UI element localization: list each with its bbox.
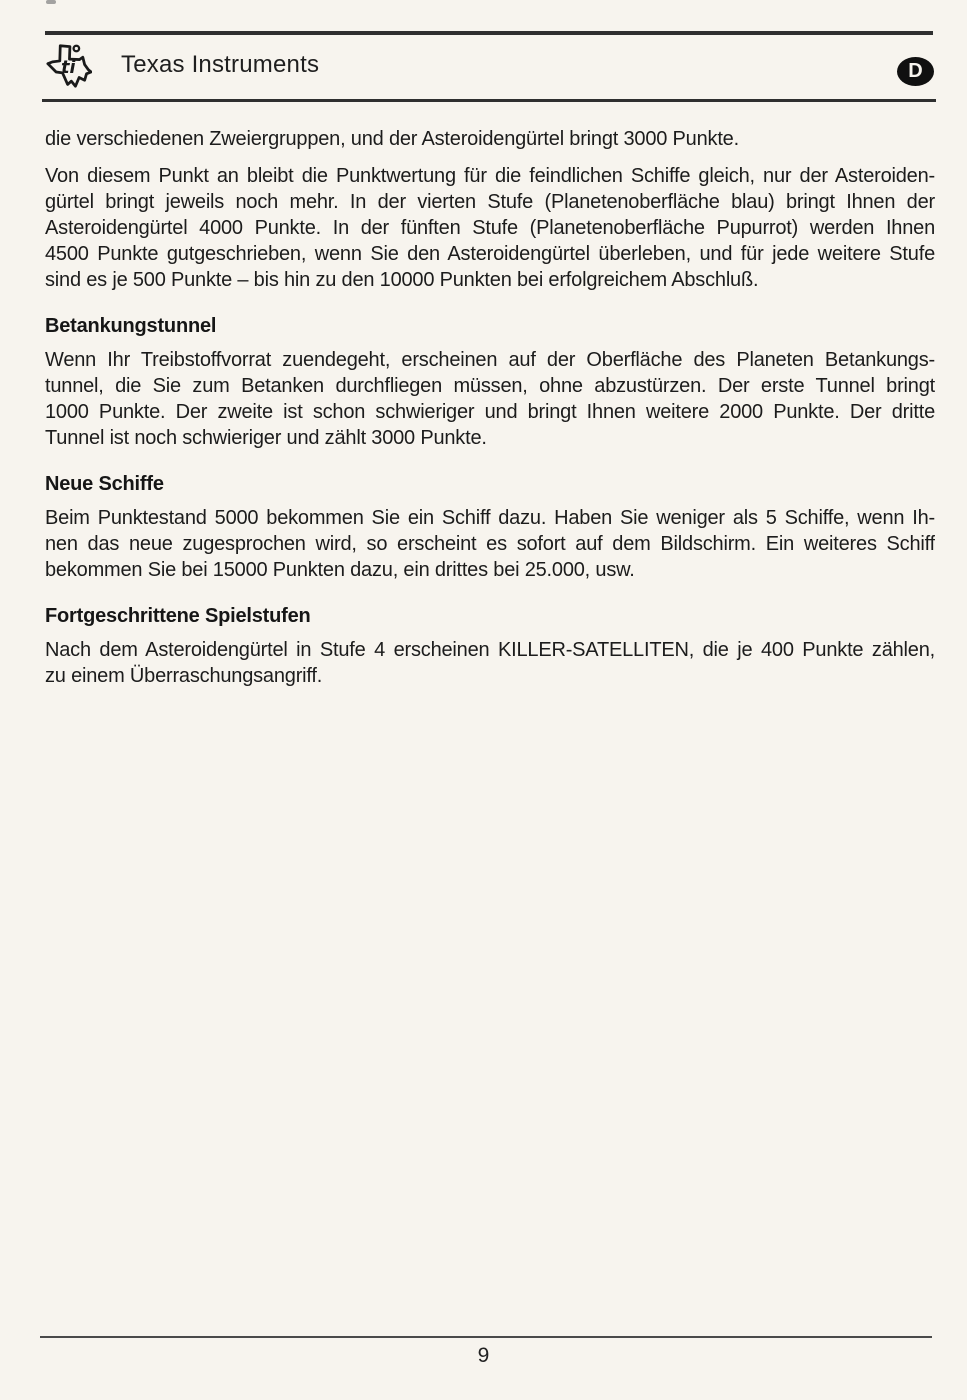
- text-line: die verschiedenen Zweiergruppen, und der Asteroidengürtel bringt 3000 Punkte.: [45, 128, 739, 150]
- text-line: tunnel, die Sie zum Betanken durchfliegen müssen, ohne abzustürzen. Der erste Tunnel bringt: [45, 375, 935, 397]
- language-badge: [897, 57, 934, 86]
- page-header: [0, 40, 967, 95]
- text-line: nen das neue zugesprochen wird, so erscheint es sofort auf dem Bildschirm. Ein weiteres Schiff: [45, 533, 935, 555]
- text-line: Beim Punktestand 5000 bekommen Sie ein Schiff dazu. Haben Sie weniger als 5 Schiffe, wenn Ih-: [45, 507, 935, 529]
- header-bottom-rule: [42, 99, 936, 102]
- text-line: 1000 Punkte. Der zweite ist schon schwieriger und bringt Ihnen weitere 2000 Punkte. Der dritte: [45, 401, 935, 423]
- page-number: 9: [477, 1344, 490, 1367]
- language-badge-letter: D: [908, 59, 923, 82]
- text-line: Tunnel ist noch schwieriger und zählt 3000 Punkte.: [45, 427, 487, 449]
- header-top-rule: [45, 31, 933, 35]
- paragraph-fortgeschrittene-spielstufen: [45, 637, 935, 689]
- footer-rule: [40, 1336, 932, 1338]
- text-line: Asteroidengürtel 4000 Punkte. In der fünften Stufe (Planetenoberfläche Pupurrot) werden Ihnen: [45, 217, 935, 239]
- paragraph-neue-schiffe: [45, 505, 935, 583]
- section-heading-fortgeschrittene-spielstufen: Fortgeschrittene Spielstufen: [45, 605, 311, 627]
- text-line: Wenn Ihr Treibstoffvorrat zuendegeht, erscheinen auf der Oberfläche des Planeten Betankungs-: [45, 349, 935, 371]
- text-line: gürtel bringt jeweils noch mehr. In der vierten Stufe (Planetenoberfläche blau) bringt Ihnen der: [45, 191, 935, 213]
- text-line: Nach dem Asteroidengürtel in Stufe 4 erscheinen KILLER-SATELLITEN, die je 400 Punkte zählen,: [45, 639, 935, 661]
- page-body: [45, 126, 935, 689]
- text-line: sind es je 500 Punkte – bis hin zu den 10000 Punkten bei erfolgreichem Abschluß.: [45, 269, 759, 291]
- paragraph-betankungstunnel: [45, 347, 935, 451]
- text-line: bekommen Sie bei 15000 Punkten dazu, ein drittes bei 25.000, usw.: [45, 559, 635, 581]
- section-heading-neue-schiffe: Neue Schiffe: [45, 473, 164, 495]
- text-line: Von diesem Punkt an bleibt die Punktwertung für die feindlichen Schiffe gleich, nur der Asteroiden-: [45, 165, 935, 187]
- texas-instruments-logo-icon: [46, 44, 92, 88]
- section-heading-betankungstunnel: Betankungstunnel: [45, 315, 217, 337]
- brand-name: Texas Instruments: [121, 51, 320, 78]
- paragraph-continuation: [45, 126, 935, 152]
- scan-artifact: [46, 0, 56, 4]
- text-line: zu einem Überraschungsangriff.: [45, 665, 323, 687]
- text-line: 4500 Punkte gutgeschrieben, wenn Sie den Asteroidengürtel überleben, und für jede weitere Stufe: [45, 243, 935, 265]
- paragraph-scoring: [45, 163, 935, 293]
- svg-text:ti: ti: [61, 57, 76, 78]
